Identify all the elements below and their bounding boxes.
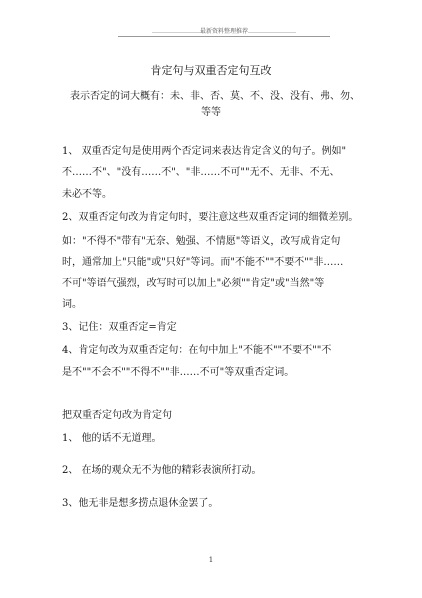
- page-number: 1: [208, 556, 214, 564]
- point-2-line-3: 时，通常加上"只能"或"只好"等词。而"不能不""不要不""非……: [62, 257, 344, 268]
- exercise-item-1: 1、 他的话不无道理。: [62, 433, 162, 444]
- exercise-heading: 把双重否定句改为肯定句: [62, 410, 172, 421]
- point-1-line-2: 不……不"、"没有……不"、"非……不可""无不、无非、不无、: [62, 167, 340, 178]
- point-4-line-2: 是不""不会不""不得不""非……不可"等双重否定词。: [62, 367, 295, 378]
- point-3-line-1: 3、记住：双重否定=肯定: [62, 322, 177, 333]
- intro-line-2: 等等: [201, 107, 221, 118]
- point-2-line-1: 2、双重否定句改为肯定句时，要注意这些双重否定词的细微差别。: [62, 212, 359, 223]
- point-4-line-1: 4、肯定句改为双重否定句：在句中加上"不能不""不要不""不: [62, 345, 332, 356]
- point-2-line-2: 如："不得不"带有"无奈、勉强、不情愿"等语义，改写成肯定句: [62, 236, 341, 247]
- page-header: ……………………最新资料整理推荐……………………: [118, 26, 330, 37]
- exercise-item-2: 2、 在场的观众无不为他的精彩表演所打动。: [62, 465, 262, 476]
- point-1-line-1: 1、 双重否定句是使用两个否定词来表达肯定含义的句子。例如": [62, 146, 347, 157]
- document-title: 肯定句与双重否定句互改: [150, 64, 272, 77]
- exercise-item-3: 3、他无非是想多捞点退休金罢了。: [62, 498, 219, 509]
- point-1-line-3: 未必不等。: [62, 189, 112, 200]
- point-2-line-5: 词。: [62, 299, 82, 310]
- intro-line-1: 表示否定的词大概有：未、非、否、莫、不、没、没有、弗、勿、: [70, 91, 360, 102]
- point-2-line-4: 不可"等语气强烈，改写时可以加上"必须""肯定"或"当然"等: [62, 278, 325, 289]
